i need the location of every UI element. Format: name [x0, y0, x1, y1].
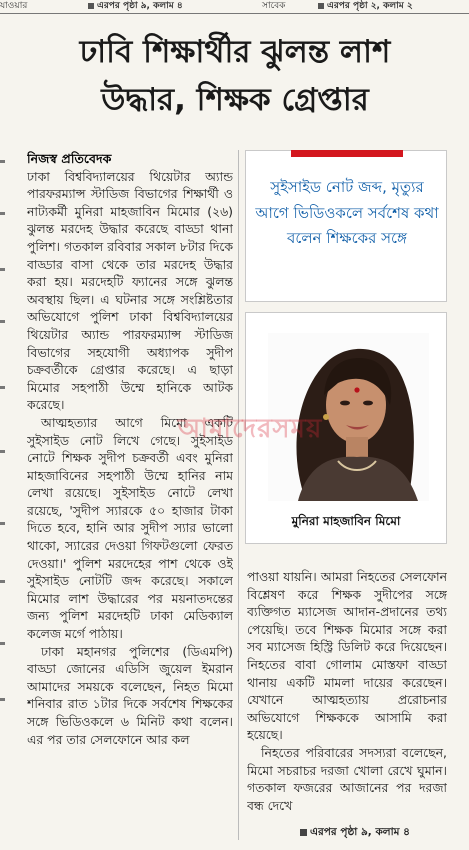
byline: নিজস্ব প্রতিবেদক [27, 151, 112, 166]
pull-quote-text: সুইসাইড নোট জব্দ, মৃত্যুর আগে ভিডিওকলে সর্বশেষ কথা বলেন শিক্ষকের সঙ্গে [255, 178, 439, 247]
article-paragraph: নিহতের পরিবারের সদস্যরা বলেছেন, মিমো সচরাচর দরজা খোলা রেখে ঘুমান। গতকাল ফজরের আজানের পর দরজা বন্ধ দেখে [247, 744, 447, 813]
headline [10, 28, 460, 124]
previous-story-jump: এরপর পৃষ্ঠা ৯, কলাম ৪ [88, 0, 183, 12]
article-paragraph: ঢাকা মহানগর পুলিশের (ডিএমপি) বাড্ডা জোনের এডিসি জুয়েল ইমরান আমাদের সময়কে বলেছেন, নিহত মিমো শনিবার রাত ১টার দিকে সর্বশেষ শিক্ষকের সঙ্গে ভিডিওকলে ৬ মিনিট কথা বলেন। এর পর তার সেলফোনে আর কল [27, 643, 233, 747]
square-bullet-icon [300, 829, 307, 836]
portrait-photo [268, 333, 429, 501]
article-paragraph: ঢাকা বিশ্ববিদ্যালয়ের থিয়েটার অ্যান্ড পারফরম্যান্স স্টাডিজ বিভাগের শিক্ষার্থী ও নাট্যকর্মী মুনিরা মাহজাবিন মিমোর (২৬) ঝুলন্ত মরদেহ উদ্ধার করেছে বাড্ডা থানা পুলিশ। গতকাল রবিবার সকাল ৮টার দিকে বাড্ডার বাসা থেকে তার মরদেহ উদ্ধার করা হয়। মরদেহটি ফ্যানের সঙ্গে ঝুলন্ত অবস্থায় ছিল। এ ঘটনার সঙ্গে সংশ্লিষ্টতার অভিযোগে পুলিশ ঢাকা বিশ্ববিদ্যালয়ের থিয়েটার অ্যান্ড পারফরম্যান্স স্টাডিজ বিভাগের সহযোগী অধ্যাপক সুদীপ চক্রবর্তীকে গ্রেপ্তার করেছে। এ ছাড়া মিমোর সহপাঠী উম্মে হানিকে আটক করেছে। [27, 168, 233, 413]
article-paragraph: পাওয়া যায়নি। আমরা নিহতের সেলফোন বিশ্লেষণ করে শিক্ষক সুদীপের সঙ্গে ব্যক্তিগত ম্যাসেজ আদান-প্রদানের তথ্য পেয়েছি। তবে শিক্ষক মিমোর সঙ্গে করা সব ম্যাসেজ হিস্ট্রি ডিলিট করে দিয়েছেন। নিহতের বাবা গোলাম মোস্তফা বাড্ডা থানায় একটি মামলা দায়ের করেছেন। যেখানে আত্মহত্যায় প্ররোচনার অভিযোগে শিক্ষককে আসামি করা হয়েছে। [247, 569, 447, 743]
portrait-image [268, 333, 429, 501]
top-strip [0, 0, 469, 12]
headline-line-1: ঢাবি শিক্ষার্থীর ঝুলন্ত লাশ [79, 34, 391, 70]
side-story-jump: এরপর পৃষ্ঠা ২, কলাম ২ [318, 0, 413, 12]
square-bullet-icon [88, 3, 94, 9]
adjacent-column-edge [0, 150, 7, 710]
square-bullet-icon [318, 3, 324, 9]
headline-line-2: উদ্ধার, শিক্ষক গ্রেপ্তার [101, 82, 369, 118]
side-story-fragment: সাবেক [262, 1, 286, 11]
previous-story-fragment: যাওয়ার [0, 1, 28, 11]
publisher-watermark: আমাদেরসময় [177, 414, 323, 444]
pull-quote-accent-bar [291, 150, 403, 157]
top-rule [0, 13, 469, 14]
pull-quote-box [245, 150, 447, 302]
column-divider [238, 150, 239, 840]
article-paragraph: আত্মহত্যার আগে মিমো একটি সুইসাইড নোট লিখে গেছে। সুইসাইড নোটে শিক্ষক সুদীপ চক্রবর্তী এবং মুনিরা মাহজাবিনের সহপাঠী উম্মে হানির নাম লেখা রয়েছে। সুইসাইড নোটে লেখা রয়েছে, 'সুদীপ স্যারকে ৫০ হাজার টাকা দিতে হবে, হানি আর সুদীপ স্যার ভালো থাকো, স্যারের দেওয়া গিফটগুলো ফেরত দেওয়া।' পুলিশ মরদেহের পাশ থেকে ওই সুইসাইড নোটটি জব্দ করেছে। সকালে মিমোর লাশ উদ্ধারের পর ময়নাতদন্তের জন্য পুলিশ মরদেহটি ঢাকা মেডিক্যাল কলেজ মর্গে পাঠায়। [27, 414, 233, 642]
article-column-left [27, 150, 233, 840]
continuation-jump: এরপর পৃষ্ঠা ৯, কলাম ৪ [300, 824, 469, 840]
photo-caption: মুনিরা মাহজাবিন মিমো [291, 514, 401, 528]
article-column-right [247, 568, 447, 826]
